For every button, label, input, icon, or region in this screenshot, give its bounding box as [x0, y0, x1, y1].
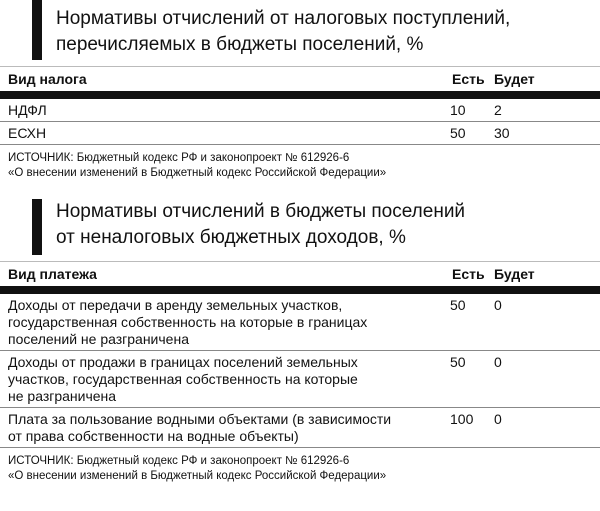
- table-row: [0, 122, 600, 145]
- row-now: 50: [450, 125, 466, 141]
- source-line2: «О внесении изменений в Бюджетный кодекс Российской Федерации»: [8, 167, 387, 179]
- row-future: 0: [494, 354, 502, 370]
- row-name-line3: поселений не разграничена: [8, 331, 189, 347]
- row-future: 0: [494, 297, 502, 313]
- tax-table-title-line2: перечисляемых в бюджеты поселений, %: [56, 34, 424, 55]
- nontax-table-title: [56, 199, 576, 251]
- table-row: [0, 99, 600, 122]
- tax-table-title-line1: Нормативы отчислений от налоговых поступлений,: [56, 8, 511, 29]
- header-now: Есть: [452, 266, 485, 282]
- row-name: [0, 408, 440, 447]
- row-name-line1: Доходы от передачи в аренду земельных участков,: [8, 297, 343, 313]
- row-name: НДФЛ: [8, 102, 47, 118]
- table-row: [0, 294, 600, 351]
- title-accent-bar: [32, 199, 42, 255]
- header-divider: [0, 286, 600, 294]
- table-row: [0, 351, 600, 408]
- header-payment-type: Вид платежа: [8, 266, 97, 282]
- row-now: 100: [450, 411, 474, 427]
- tax-table-title-block: [0, 0, 600, 60]
- tax-table: [0, 0, 600, 181]
- source-line1: ИСТОЧНИК: Бюджетный кодекс РФ и законопроект № 612926-6: [8, 152, 350, 164]
- nontax-table-source: [0, 448, 600, 484]
- row-now: 50: [450, 354, 466, 370]
- header-divider: [0, 91, 600, 99]
- header-future: Будет: [494, 71, 535, 87]
- row-name: ЕСХН: [8, 125, 47, 141]
- row-future: 0: [494, 411, 502, 427]
- row-name-line2: от права собственности на водные объекты): [8, 428, 299, 444]
- row-name: [0, 351, 440, 407]
- header-future: Будет: [494, 266, 535, 282]
- tax-table-title: [56, 6, 576, 58]
- nontax-table-title-block: [0, 195, 600, 255]
- nontax-table: [0, 195, 600, 484]
- nontax-table-title-line1: Нормативы отчислений в бюджеты поселений: [56, 201, 466, 222]
- source-line2: «О внесении изменений в Бюджетный кодекс Российской Федерации»: [8, 470, 387, 482]
- header-now: Есть: [452, 71, 485, 87]
- row-name-line1: Плата за пользование водными объектами (в зависимости: [8, 411, 392, 427]
- title-accent-bar: [32, 0, 42, 60]
- row-future: 2: [494, 102, 502, 118]
- nontax-table-title-line2: от неналоговых бюджетных доходов, %: [56, 227, 406, 248]
- source-line1: ИСТОЧНИК: Бюджетный кодекс РФ и законопроект № 612926-6: [8, 455, 350, 467]
- row-name-line2: участков, государственная собственность на которые: [8, 371, 358, 387]
- header-tax-type: Вид налога: [8, 71, 87, 87]
- table-row: [0, 408, 600, 448]
- row-name-line1: Доходы от продажи в границах поселений земельных: [8, 354, 358, 370]
- row-future: 30: [494, 125, 510, 141]
- row-now: 50: [450, 297, 466, 313]
- row-now: 10: [450, 102, 466, 118]
- nontax-table-header: [0, 261, 600, 284]
- row-name-line2: государственная собственность на которые в границах: [8, 314, 368, 330]
- tax-table-source: [0, 145, 600, 181]
- row-name: [0, 294, 440, 350]
- row-name-line3: не разграничена: [8, 388, 117, 404]
- tax-table-header: [0, 66, 600, 89]
